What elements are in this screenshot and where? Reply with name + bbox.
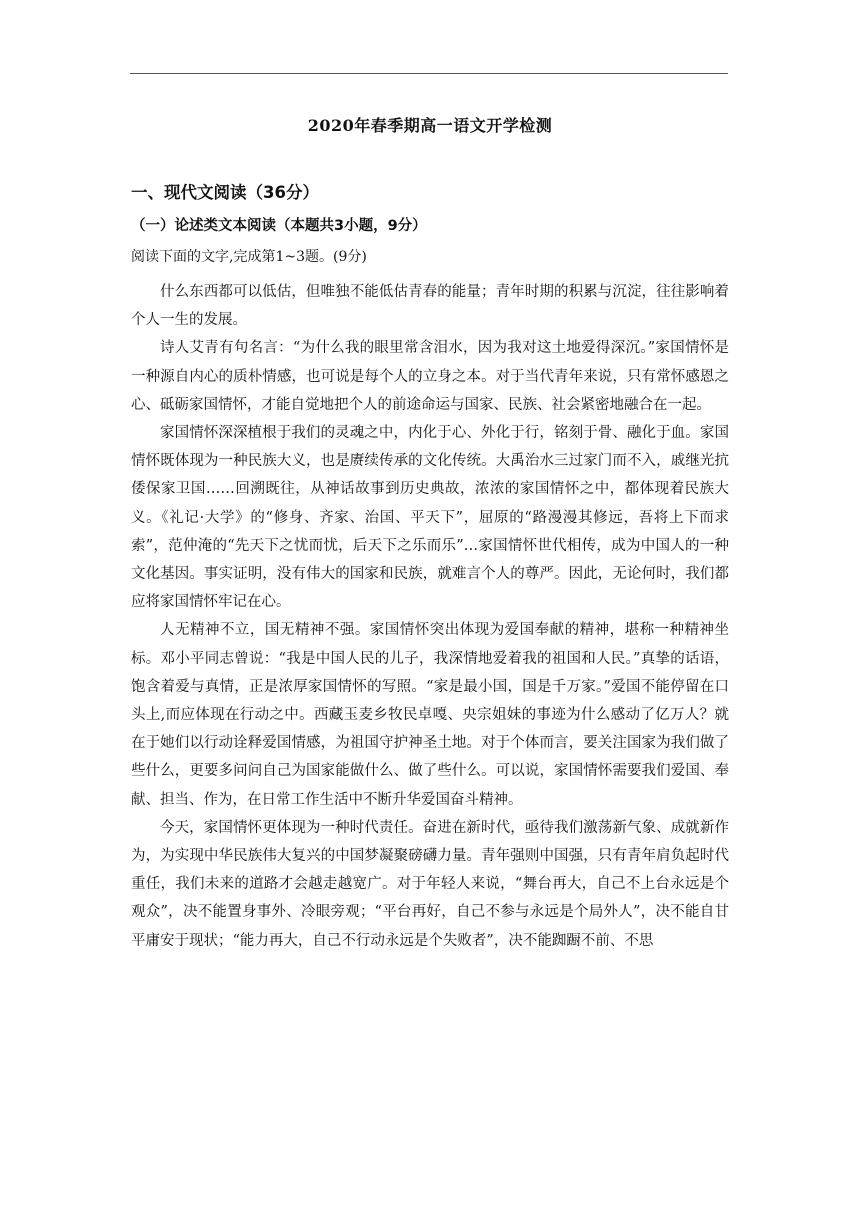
paragraph: 诗人艾青有句名言：“为什么我的眼里常含泪水，因为我对这土地爱得深沉。”家国情怀是一种源自内心的质朴情感，也可说是每个人的立身之本。对于当代青年来说，只有常怀感恩之心、砥砺家国情怀，才能自觉地把个人的前途命运与国家、民族、社会紧密地融合在一起。: [131, 340, 729, 413]
paragraph: 今天，家国情怀更体现为一种时代责任。奋进在新时代，亟待我们激荡新气象、成就新作为，为实现中华民族伟大复兴的中国梦凝聚磅礴力量。青年强则中国强，只有青年肩负起时代重任，我们未来的道路才会越走越宽广。对于年轻人来说，“舞台再大，自己不上台永远是个观众”，决不能置身事外、冷眼旁观；“平台再好，自己不参与永远是个局外人”，决不能自甘平庸安于现状；“能力再大，自己不行动永远是个失败者”，决不能踟蹰不前、不思: [131, 819, 729, 949]
paragraph: 人无精神不立，国无精神不强。家国情怀突出体现为爱国奉献的精神，堪称一种精神坐标。邓小平同志曾说：“我是中国人民的儿子，我深情地爱着我的祖国和人民。”真挚的话语，饱含着爱与真情，正是浓厚家国情怀的写照。“家是最小国，国是千万家。”爱国不能停留在口头上,而应体现在行动之中。西藏玉麦乡牧民卓嘎、央宗姐妹的事迹为什么感动了亿万人？就在于她们以行动诠释爱国情感，为祖国守护神圣土地。对于个体而言，要关注国家为我们做了些什么，更要多问问自己为国家能做什么、做了些什么。可以说，家国情怀需要我们爱国、奉献、担当、作为，在日常工作生活中不断升华爱国奋斗精神。: [131, 622, 729, 808]
section-heading: 一、现代文阅读（36分）: [131, 183, 319, 202]
subsection-heading: （一）论述类文本阅读（本题共3小题，9分）: [131, 218, 427, 234]
paragraph: 什么东西都可以低估，但唯独不能低估青春的能量；青年时期的积累与沉淀，往往影响着个人一生的发展。: [131, 284, 729, 329]
header-rule: [130, 73, 728, 74]
reading-passage: [131, 278, 729, 955]
reading-instruction: 阅读下面的文字,完成第1~3题。(9分): [131, 249, 367, 265]
paragraph: 家国情怀深深植根于我们的灵魂之中，内化于心、外化于行，铭刻于骨、融化于血。家国情怀既体现为一种民族大义，也是赓续传承的文化传统。大禹治水三过家门而不入，戚继光抗倭保家卫国……回溯既往，从神话故事到历史典故，浓浓的家国情怀之中，都体现着民族大义。《礼记·大学》的“修身、齐家、治国、平天下”，屈原的“路漫漫其修远，吾将上下而求索”，范仲淹的“先天下之忧而忧，后天下之乐而乐”…家国情怀世代相传，成为中国人的一种文化基因。事实证明，没有伟大的国家和民族，就难言个人的尊严。因此，无论何时，我们都应将家国情怀牢记在心。: [131, 425, 729, 611]
page-title: 2020年春季期高一语文开学检测: [307, 116, 553, 135]
